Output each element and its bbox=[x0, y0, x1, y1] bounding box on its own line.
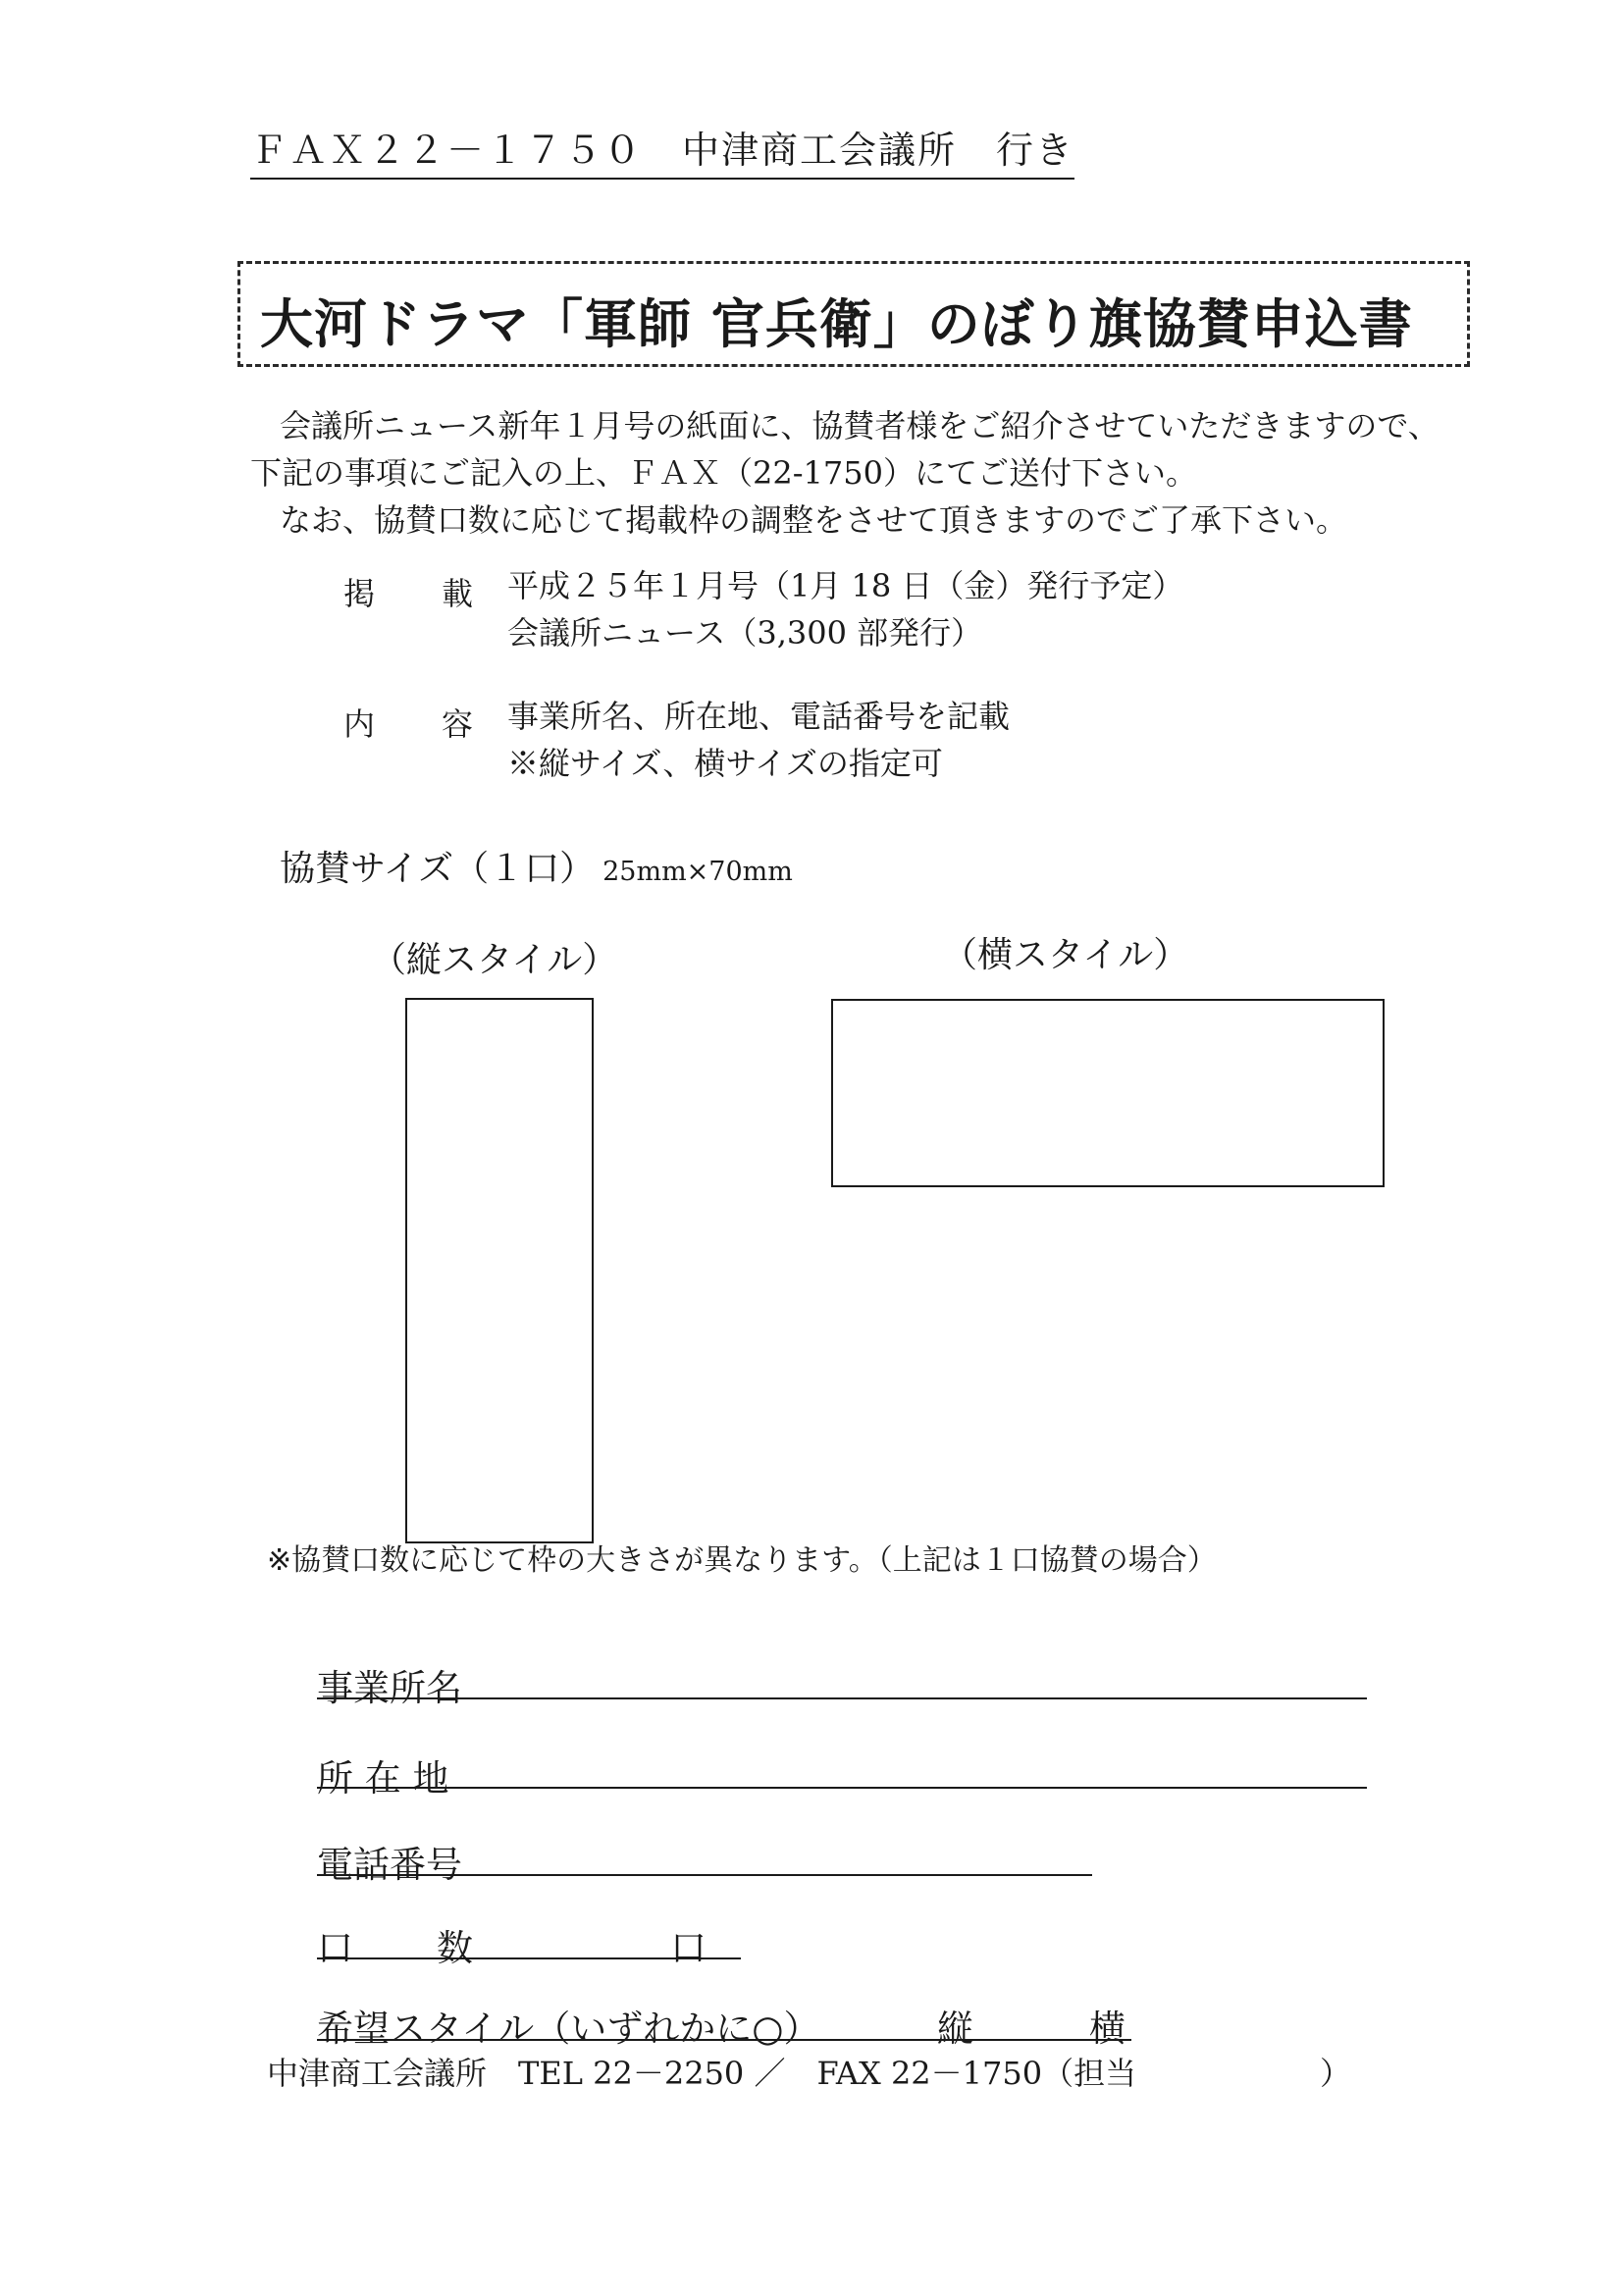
intro-line-3: なお、協賛口数に応じて掲載枠の調整をさせて頂きますのでご了承下さい。 bbox=[280, 501, 1348, 539]
page-title: 大河ドラマ「軍師 官兵衛」のぼり旗協賛申込書 bbox=[260, 293, 1413, 355]
content-label-2: 容 bbox=[442, 705, 474, 743]
intro-line-1: 会議所ニュース新年１月号の紙面に、協賛者様をご紹介させていただきますので、 bbox=[280, 407, 1440, 444]
units-label-1: 口 bbox=[317, 1927, 353, 1969]
style-preference-label: 希望スタイル（いずれかに○） bbox=[317, 2008, 820, 2050]
content-line-2: ※縦サイズ、横サイズの指定可 bbox=[507, 745, 943, 782]
phone-line[interactable] bbox=[317, 1874, 1092, 1876]
size-note: ※協賛口数に応じて枠の大きさが異なります。（上記は１口協賛の場合） bbox=[267, 1543, 1217, 1578]
vertical-sample-box bbox=[405, 998, 594, 1543]
sponsor-size-label: 協賛サイズ（１口） bbox=[280, 849, 596, 889]
style-preference-line bbox=[317, 2039, 1131, 2041]
content-line-1: 事業所名、所在地、電話番号を記載 bbox=[507, 698, 1011, 735]
vertical-style-label: （縦スタイル） bbox=[371, 940, 618, 980]
content-label-1: 内 bbox=[343, 705, 376, 743]
intro-line-2: 下記の事項にご記入の上、ＦＡＸ（22-1750）にてご送付下さい。 bbox=[250, 454, 1197, 492]
phone-label: 電話番号 bbox=[317, 1844, 462, 1886]
sponsor-size-heading bbox=[280, 841, 793, 891]
horizontal-style-label: （横スタイル） bbox=[942, 935, 1189, 975]
publication-line-1: 平成２５年１月号（1月 18 日（金）発行予定） bbox=[507, 567, 1184, 604]
business-name-line[interactable] bbox=[317, 1697, 1367, 1699]
footer-close-paren: ） bbox=[1320, 2055, 1352, 2092]
style-option-horizontal[interactable]: 横 bbox=[1089, 2008, 1126, 2050]
publication-label-2: 載 bbox=[442, 575, 474, 612]
publication-line-2: 会議所ニュース（3,300 部発行） bbox=[507, 614, 983, 652]
content-value bbox=[507, 693, 1010, 787]
style-option-vertical[interactable]: 縦 bbox=[937, 2008, 973, 2050]
address-line[interactable] bbox=[317, 1787, 1367, 1789]
publication-value bbox=[507, 562, 1183, 656]
intro-paragraph bbox=[250, 402, 1440, 544]
horizontal-sample-box bbox=[831, 999, 1385, 1187]
publication-label-1: 掲 bbox=[343, 575, 376, 612]
fax-destination-header: ＦＡＸ２２－１７５０ 中津商工会議所 行き bbox=[250, 120, 1074, 180]
units-line[interactable] bbox=[317, 1957, 741, 1959]
sponsor-size-dimension: 25mm×70mm bbox=[602, 857, 793, 887]
address-label: 所 在 地 bbox=[317, 1757, 449, 1800]
business-name-label: 事業所名 bbox=[317, 1667, 462, 1709]
footer-contact: 中津商工会議所 TEL 22－2250 ／ FAX 22－1750（担当 bbox=[267, 2055, 1137, 2092]
units-suffix: 口 bbox=[670, 1927, 707, 1969]
units-label-2: 数 bbox=[437, 1927, 473, 1969]
